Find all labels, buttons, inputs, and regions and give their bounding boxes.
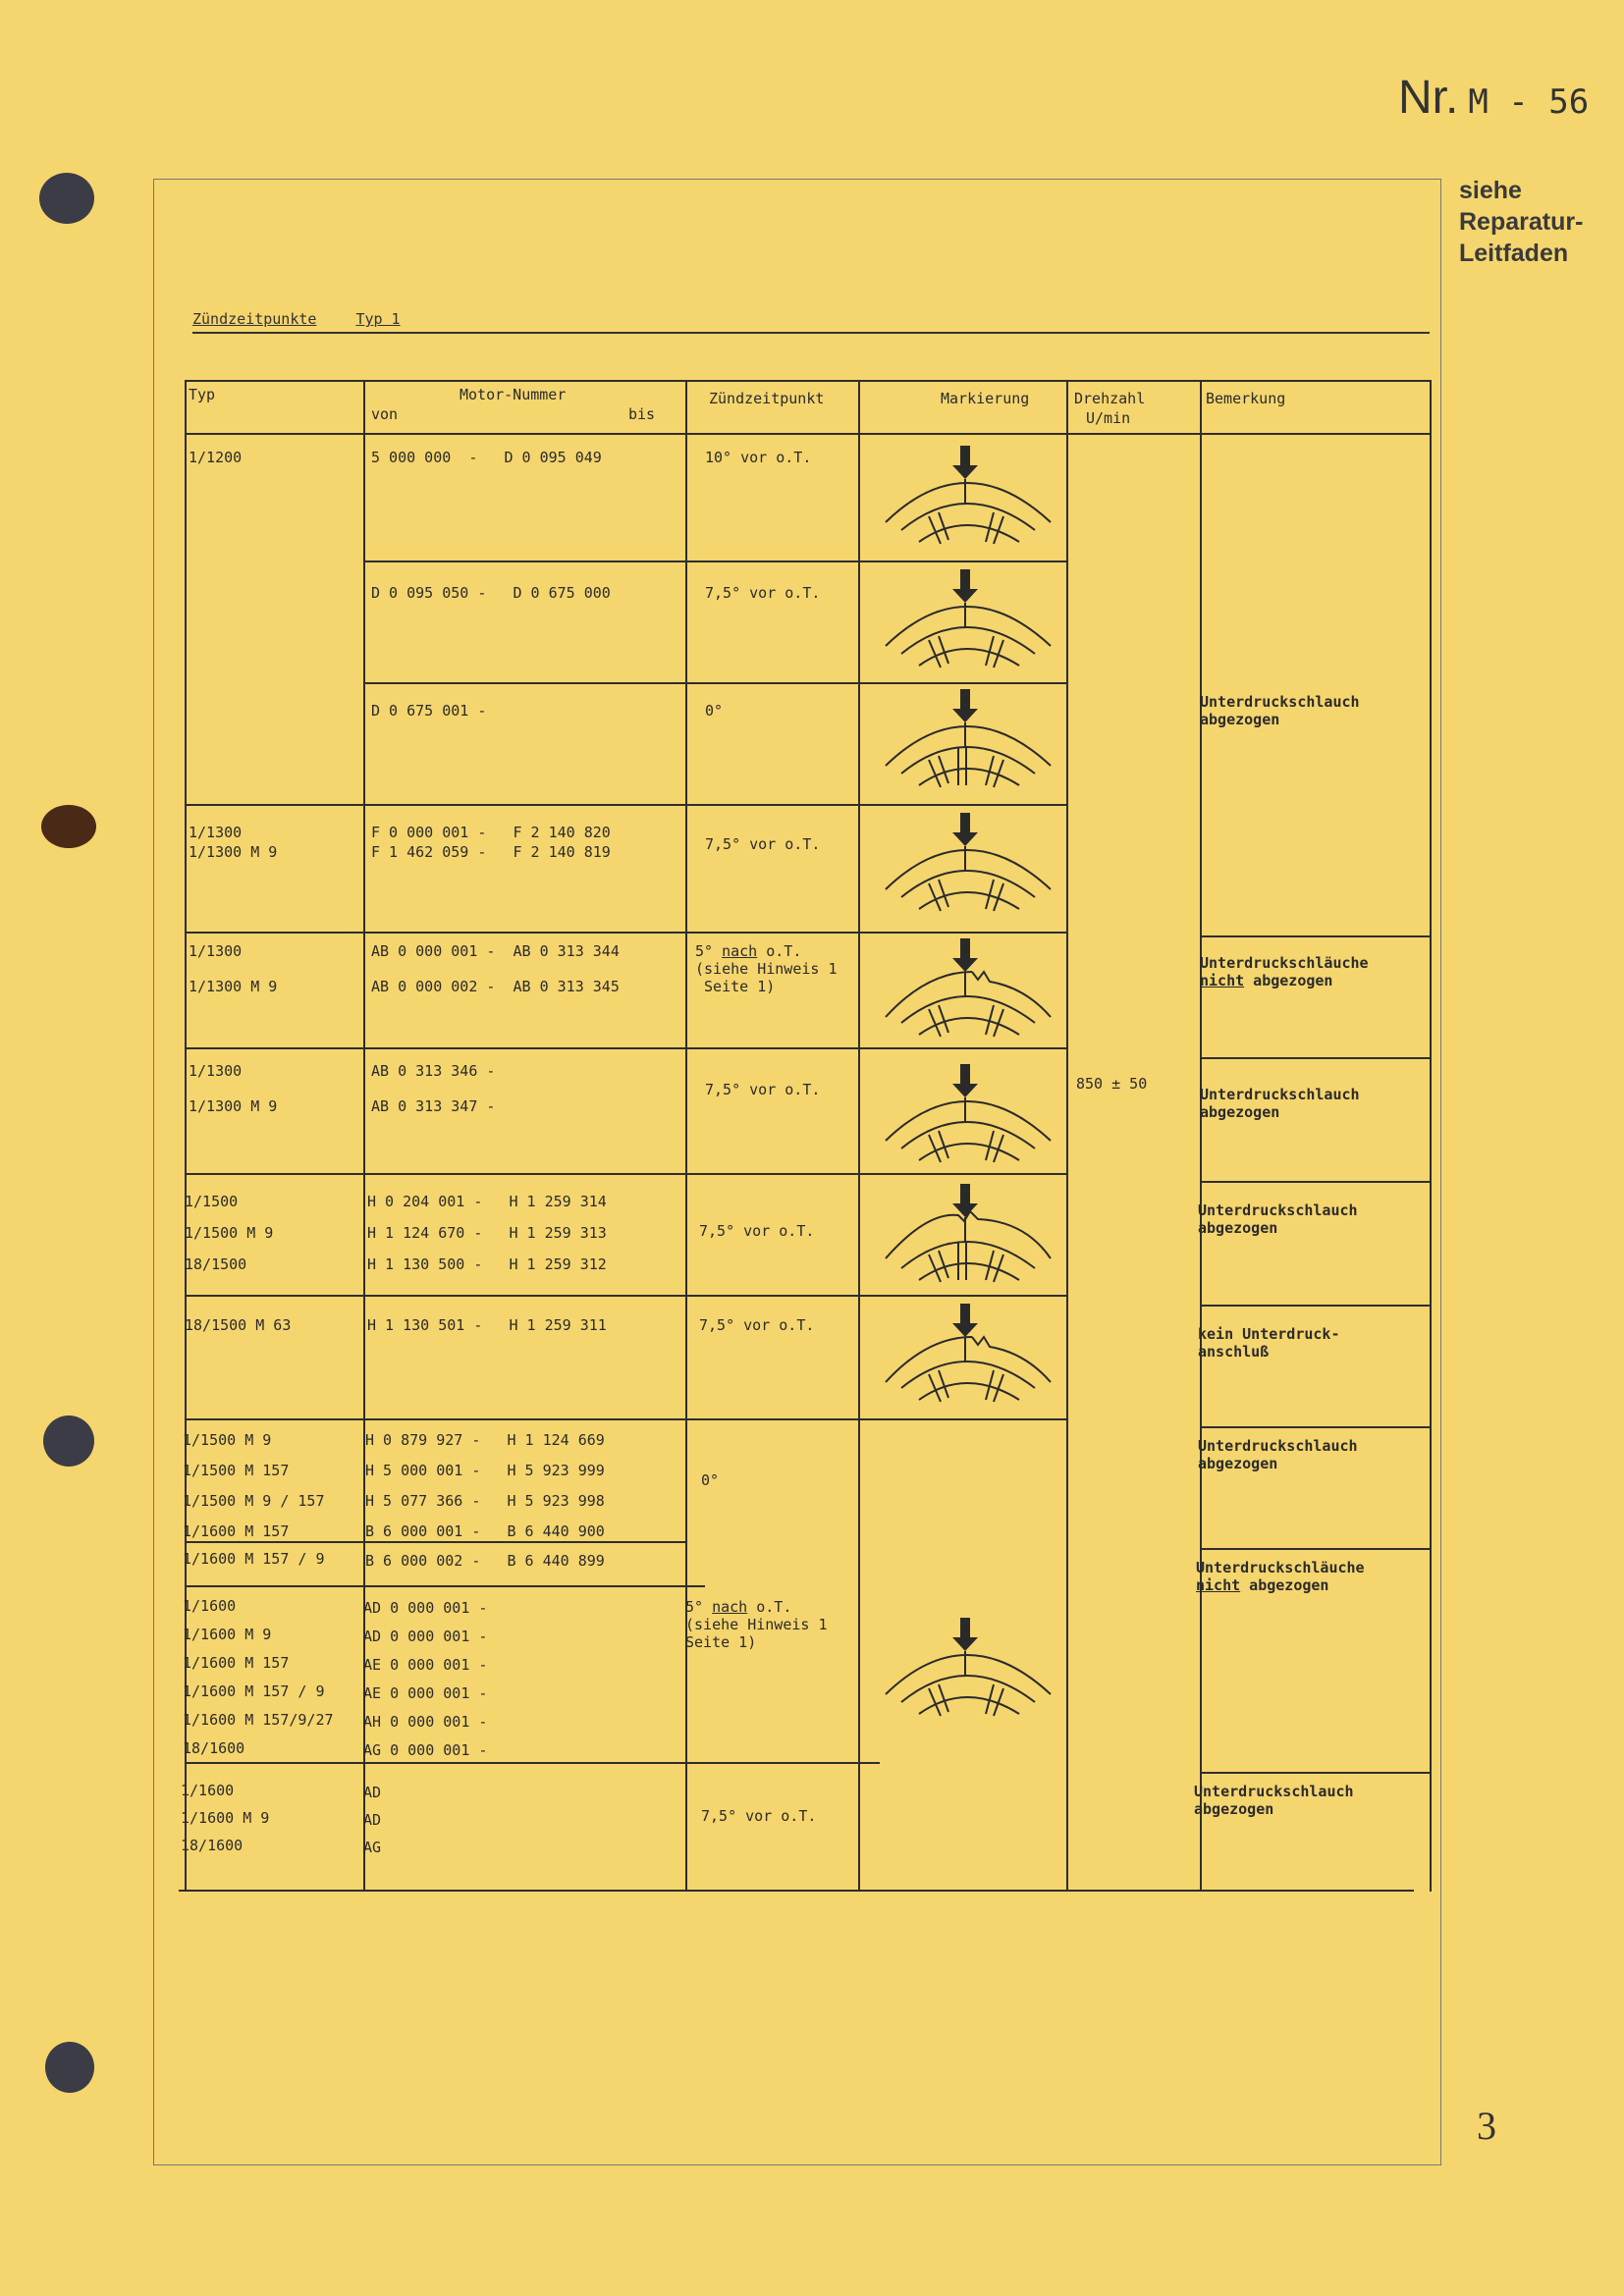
timing-mark-diagram	[868, 1302, 1064, 1423]
punch-hole-bottom	[45, 2042, 94, 2093]
cell-typ: 1/1500 M 9 1/1500 M 157 1/1500 M 9 / 157 1/1600 M 157	[183, 1431, 325, 1540]
pointer-arrow-shaft	[960, 813, 970, 834]
drehzahl-value: 850 ± 50	[1076, 1075, 1148, 1093]
timing-mark-diagram	[868, 936, 1064, 1058]
cell-motor: AB 0 000 001 - AB 0 313 344 AB 0 000 002 - AB 0 313 345	[371, 942, 620, 995]
punch-hole-upper	[41, 805, 96, 848]
cell-motor: AD AD AG	[363, 1784, 382, 1856]
page-frame	[153, 179, 1441, 2165]
pointer-arrow-head	[952, 1084, 978, 1097]
pointer-arrow-shaft	[960, 1064, 970, 1086]
cell-motor: H 1 130 501 - H 1 259 311	[367, 1316, 607, 1334]
side-note	[1459, 175, 1616, 269]
pulley-slot	[958, 748, 966, 785]
pointer-arrow-head	[952, 832, 978, 846]
timing-mark-diagram	[868, 687, 1064, 809]
section-title: Zündzeitpunkte	[192, 310, 317, 328]
nr-value: M - 56	[1468, 82, 1590, 122]
col-header-typ: Typ	[189, 386, 216, 403]
side-note-line: siehe	[1459, 177, 1522, 204]
heading-rule	[192, 332, 1430, 334]
pulley-slot	[986, 756, 1003, 787]
pulley-slot	[986, 880, 1003, 911]
pulley-slot	[958, 1243, 966, 1280]
pointer-arrow-shaft	[960, 446, 970, 467]
timing-mark-diagram	[868, 1062, 1064, 1184]
cell-motor: H 0 204 001 - H 1 259 314 H 1 124 670 - H 1 259 313 H 1 130 500 - H 1 259 312	[367, 1193, 607, 1273]
pulley-outer-arc	[972, 1337, 1051, 1382]
cell-typ: 1/1200	[189, 449, 243, 466]
cell-motor: 5 000 000 - D 0 095 049	[371, 449, 602, 466]
pulley-slot	[986, 636, 1003, 667]
nr-label: Nr.	[1398, 72, 1459, 124]
cell-zzp: 7,5° vor o.T.	[705, 584, 821, 602]
col-header-zzp: Zündzeitpunkt	[709, 390, 825, 407]
cell-zzp: 10° vor o.T.	[705, 449, 812, 466]
remark: Unterdruckschlauch abgezogen	[1194, 1783, 1354, 1818]
remark: Unterdruckschlauch abgezogen	[1200, 1086, 1360, 1121]
remark: Unterdruckschlauch abgezogen	[1198, 1201, 1358, 1237]
cell-motor: D 0 095 050 - D 0 675 000	[371, 584, 611, 602]
pointer-arrow-head	[952, 709, 978, 722]
section-type: Typ 1	[355, 310, 401, 328]
pulley-outer-arc	[886, 1211, 1051, 1258]
pulley-slot	[986, 1131, 1003, 1162]
cell-typ: 1/1500 1/1500 M 9 18/1500	[185, 1193, 274, 1273]
col-header-drehzahl: Drehzahl	[1074, 390, 1146, 407]
remark: Unterdruckschläuche nicht abgezogen	[1200, 954, 1369, 989]
col-header-bem: Bemerkung	[1206, 390, 1286, 407]
pulley-slot	[986, 512, 1003, 544]
pointer-arrow-head	[952, 589, 978, 603]
pointer-arrow-head	[952, 1323, 978, 1337]
pulley-slot	[986, 1684, 1003, 1716]
pointer-arrow-shaft	[960, 1618, 970, 1639]
cell-zzp: 7,5° vor o.T.	[705, 1081, 821, 1098]
pointer-arrow-shaft	[960, 689, 970, 711]
pointer-arrow-shaft	[960, 1304, 970, 1325]
pulley-slot	[986, 1370, 1003, 1402]
cell-motor: H 0 879 927 - H 1 124 669 H 5 000 001 - H 5 923 999 H 5 077 366 - H 5 923 998 B 6 000 001 - B 6 440 900	[365, 1431, 605, 1540]
pulley-slot	[986, 1005, 1003, 1037]
cell-typ: 1/1600 M 157 / 9	[183, 1550, 325, 1568]
pulley-outer-arc	[972, 972, 1051, 1017]
page-number: 3	[1477, 2104, 1496, 2148]
cell-typ: 18/1500 M 63	[185, 1316, 292, 1334]
timing-mark-diagram	[868, 1182, 1064, 1304]
document-number	[1398, 71, 1589, 125]
remark: kein Unterdruck- anschluß	[1198, 1325, 1340, 1361]
section-heading	[192, 310, 401, 328]
col-header-mark: Markierung	[941, 390, 1030, 407]
cell-motor: B 6 000 002 - B 6 440 899	[365, 1552, 605, 1570]
side-note-line: Leitfaden	[1459, 240, 1569, 267]
cell-typ: 1/1300 1/1300 M 9	[189, 942, 278, 995]
col-header-von: von	[371, 405, 399, 423]
col-header-bis: bis	[628, 405, 656, 423]
timing-mark-diagram	[868, 1616, 1064, 1737]
cell-zzp: 7,5° vor o.T.	[699, 1316, 815, 1334]
pointer-arrow-head	[952, 465, 978, 479]
cell-zzp: 7,5° vor o.T.	[701, 1807, 817, 1825]
timing-mark-diagram	[868, 811, 1064, 933]
pointer-arrow-shaft	[960, 1184, 970, 1205]
remark: Unterdruckschlauch abgezogen	[1198, 1437, 1358, 1472]
remark: Unterdruckschlauch abgezogen	[1200, 693, 1360, 728]
cell-zzp: 7,5° vor o.T.	[699, 1222, 815, 1240]
cell-zzp: 0°	[701, 1471, 720, 1489]
col-header-motor: Motor-Nummer	[460, 386, 567, 403]
side-note-line: Reparatur-	[1459, 208, 1584, 236]
col-header-drehzahl-unit: U/min	[1086, 409, 1131, 427]
cell-motor: AD 0 000 001 - AD 0 000 001 - AE 0 000 001 - AE 0 000 001 - AH 0 000 001 - AG 0 000 001 -	[363, 1599, 488, 1759]
cell-typ: 1/1300 1/1300 M 9	[189, 1062, 278, 1115]
cell-typ: 1/1600 1/1600 M 9 1/1600 M 157 1/1600 M 157 / 9 1/1600 M 157/9/27 18/1600	[183, 1597, 334, 1757]
cell-zzp: 7,5° vor o.T.	[705, 835, 821, 853]
cell-zzp: 0°	[705, 702, 724, 720]
pointer-arrow-shaft	[960, 938, 970, 960]
cell-zzp: 5° nach o.T. (siehe Hinweis 1 Seite 1)	[685, 1598, 828, 1651]
punch-hole-top	[39, 173, 94, 224]
cell-typ: 1/1300 1/1300 M 9	[189, 824, 278, 861]
timing-mark-diagram	[868, 567, 1064, 689]
cell-motor: F 0 000 001 - F 2 140 820 F 1 462 059 - F 2 140 819	[371, 824, 611, 861]
cell-motor: D 0 675 001 -	[371, 702, 487, 720]
punch-hole-lower	[43, 1415, 94, 1467]
timing-mark-diagram	[868, 444, 1064, 565]
remark: Unterdruckschläuche nicht abgezogen	[1196, 1559, 1365, 1594]
pointer-arrow-head	[952, 958, 978, 972]
cell-zzp: 5° nach o.T. (siehe Hinweis 1 Seite 1)	[695, 942, 838, 995]
pointer-arrow-head	[952, 1637, 978, 1651]
cell-typ: 1/1600 1/1600 M 9 18/1600	[181, 1782, 270, 1854]
pointer-arrow-shaft	[960, 569, 970, 591]
cell-motor: AB 0 313 346 - AB 0 313 347 -	[371, 1062, 496, 1115]
pulley-slot	[986, 1251, 1003, 1282]
